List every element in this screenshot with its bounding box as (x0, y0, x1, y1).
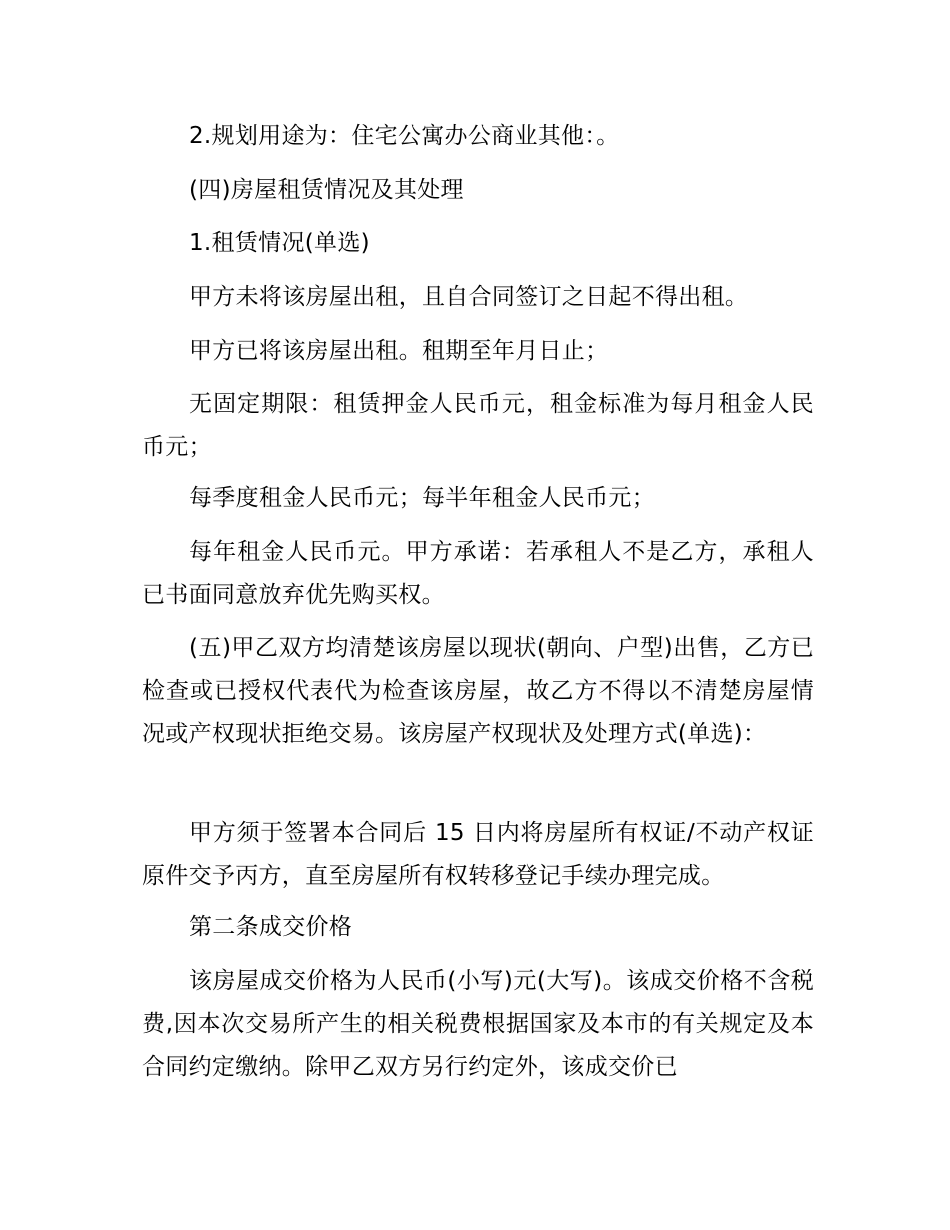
paragraph-transaction-price: 该房屋成交价格为人民币(小写)元(大写)。该成交价格不含税费,因本次交易所产生的相关税费根据国家及本市的有关规定及本合同约定缴纳。除甲乙双方另行约定外，该成交价已 (142, 968, 814, 1080)
heading-lease-single-choice: 1.租赁情况(单选) (189, 230, 370, 256)
paragraph-already-leased: 甲方已将该房屋出租。租期至年月日止； (189, 338, 609, 364)
heading-article-two-price: 第二条成交价格 (189, 914, 353, 940)
paragraph-quarterly-rent: 每季度租金人民币元；每半年租金人民币元； (189, 485, 655, 511)
paragraph-current-status-sale: (五)甲乙双方均清楚该房屋以现状(朝向、户型)出售，乙方已检查或已授权代表代为检查该房屋，故乙方不得以不清楚房屋情况或产权现状拒绝交易。该房屋产权现状及处理方式(单选)： (142, 635, 814, 747)
paragraph-certificate-handover: 甲方须于签署本合同后 15 日内将房屋所有权证/不动产权证原件交予丙方，直至房屋所有权转移登记手续办理完成。 (142, 820, 814, 889)
paragraph-yearly-rent: 每年租金人民币元。甲方承诺：若承租人不是乙方，承租人已书面同意放弃优先购买权。 (142, 539, 814, 608)
paragraph-no-fixed-term: 无固定期限：租赁押金人民币元，租金标准为每月租金人民币元； (142, 391, 814, 460)
heading-lease-situation: (四)房屋租赁情况及其处理 (189, 177, 464, 203)
paragraph-not-leased: 甲方未将该房屋出租，且自合同签订之日起不得出租。 (189, 284, 749, 310)
paragraph-planned-use: 2.规划用途为：住宅公寓办公商业其他：。 (189, 123, 620, 149)
